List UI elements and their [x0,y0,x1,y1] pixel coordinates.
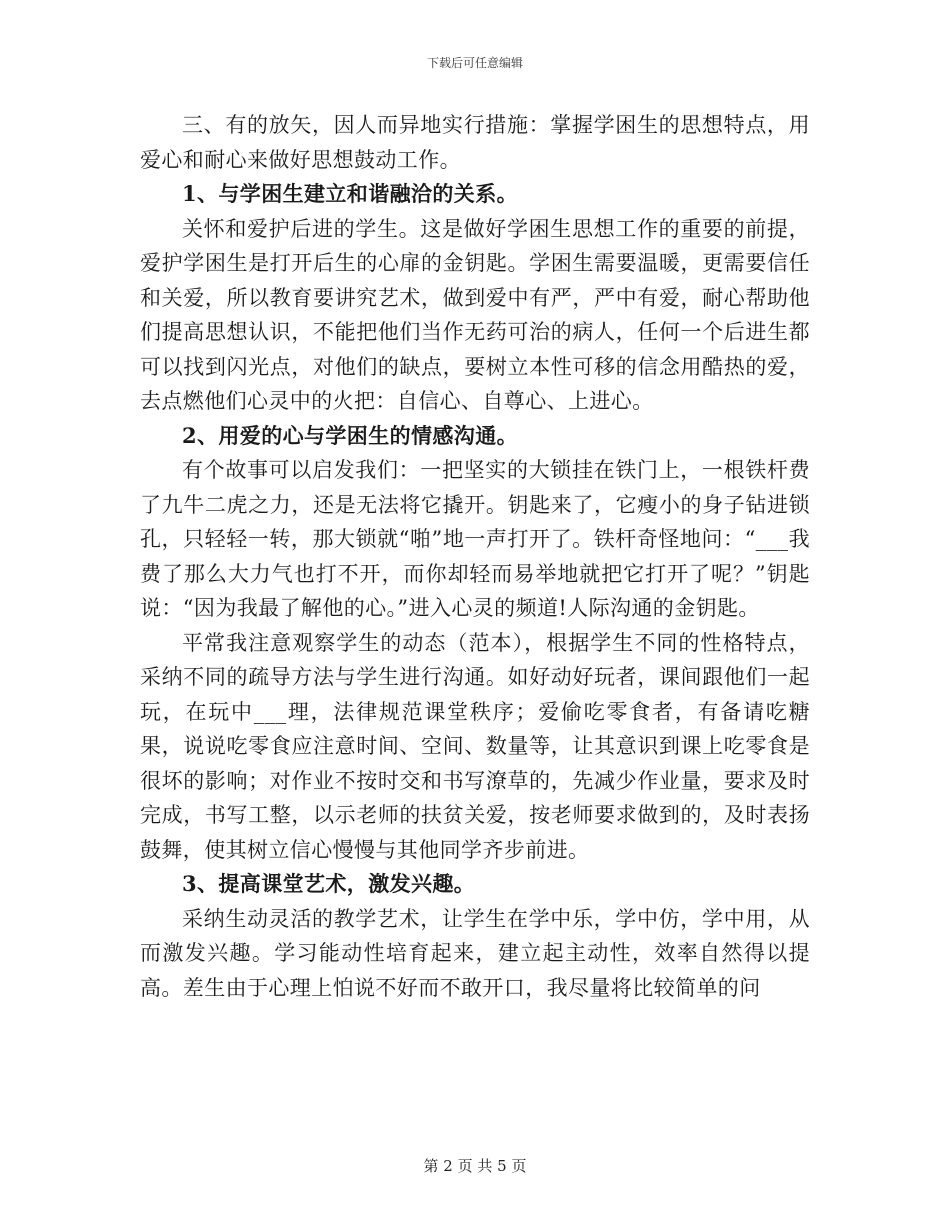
section-heading: 1、与学困生建立和谐融洽的关系。 [182,181,519,206]
paragraph: 关怀和爱护后进的学生。这是做好学困生思想工作的重要的前提，爱护学困生是打开后生的心扉的金钥匙。学困生需要温暖，更需要信任和关爱，所以教育要讲究艺术，做到爱中有严，严中有爱，耐心帮助他们提高思想认识，不能把他们当作无药可治的病人，任何一个后进生都可以找到闪光点，对他们的缺点，要树立本性可移的信念用酷热的爱，去点燃他们心灵中的火把：自信心、自尊心、上进心。 [140,216,810,413]
page-footer: 第 2 页 共 5 页 [423,1157,527,1175]
paragraph: 采纳生动灵活的教学艺术，让学生在学中乐，学中仿，学中用，从而激发兴趣。学习能动性培育起来，建立起主动性，效率自然得以提高。差生由于心理上怕说不好而不敢开口，我尽量将比较简单的问 [140,906,810,1000]
paragraph: 有个故事可以启发我们：一把坚实的大锁挂在铁门上，一根铁杆费了九牛二虎之力，还是无法将它撬开。钥匙来了，它瘦小的身子钻进锁孔，只轻轻一转，那大锁就“啪”地一声打开了。铁杆奇怪地问：“___我费了那么大力气也打不开，而你却轻而易举地就把它打开了呢？”钥匙说：“因为我最了解他的心。”进入心灵的频道!人际沟通的金钥匙。 [140,458,810,620]
paragraph: 三、有的放矢，因人而异地实行措施：掌握学困生的思想特点，用爱心和耐心来做好思想鼓动工作。 [140,113,810,172]
paragraph: 平常我注意观察学生的动态（范本），根据学生不同的性格特点，采纳不同的疏导方法与学生进行沟通。如好动好玩者，课间跟他们一起玩，在玩中___理，法律规范课堂秩序；爱偷吃零食者，有备请吃糖果，说说吃零食应注意时间、空间、数量等，让其意识到课上吃零食是很坏的影响；对作业不按时交和书写潦草的，先减少作业量，要求及时完成，书写工整，以示老师的扶贫关爱，按老师要求做到的，及时表扬鼓舞，使其树立信心慢慢与其他同学齐步前进。 [140,630,810,862]
section-heading: 2、用爱的心与学困生的情感沟通。 [182,422,519,448]
document-body [140,108,810,1005]
section-heading: 3、提高课堂艺术，激发兴趣。 [182,871,476,896]
page-header: 下载后可任意编辑 [426,56,523,70]
